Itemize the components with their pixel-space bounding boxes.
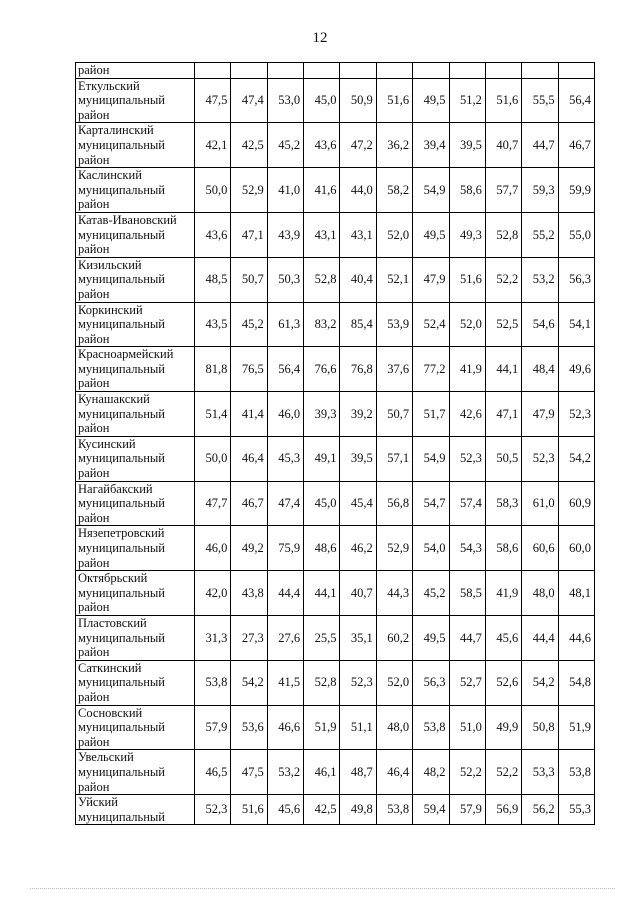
value-cell: 52,8 bbox=[304, 257, 340, 302]
value-cell: 49,1 bbox=[304, 436, 340, 481]
value-cell: 53,8 bbox=[376, 795, 412, 825]
district-name-line: район bbox=[78, 286, 110, 301]
value-cell: 56,3 bbox=[413, 660, 449, 705]
value-cell: 54,2 bbox=[558, 436, 594, 481]
value-cell: 60,0 bbox=[558, 526, 594, 571]
table-row bbox=[76, 660, 595, 705]
value-cell: 60,6 bbox=[522, 526, 558, 571]
value-cell: 52,1 bbox=[376, 257, 412, 302]
district-name-line: муниципальный bbox=[78, 227, 165, 242]
value-cell: 49,5 bbox=[413, 78, 449, 123]
district-name-cell bbox=[76, 571, 195, 616]
value-cell: 35,1 bbox=[340, 615, 376, 660]
value-cell: 58,6 bbox=[485, 526, 521, 571]
value-cell: 49,5 bbox=[413, 212, 449, 257]
value-cell: 41,4 bbox=[231, 392, 267, 437]
value-cell: 43,1 bbox=[304, 212, 340, 257]
value-cell: 52,8 bbox=[304, 660, 340, 705]
district-name-line: район bbox=[78, 107, 110, 122]
district-name-line: Пластовский bbox=[78, 615, 147, 630]
value-cell: 53,2 bbox=[522, 257, 558, 302]
value-cell: 43,6 bbox=[195, 212, 231, 257]
table-row bbox=[76, 257, 595, 302]
district-name-line: Нагайбакский bbox=[78, 481, 153, 496]
value-cell: 44,1 bbox=[304, 571, 340, 616]
value-cell: 47,4 bbox=[267, 481, 303, 526]
value-cell: 39,3 bbox=[304, 392, 340, 437]
value-cell: 81,8 bbox=[195, 347, 231, 392]
district-name-cell bbox=[76, 660, 195, 705]
district-name-cell bbox=[76, 347, 195, 392]
value-cell: 46,2 bbox=[340, 526, 376, 571]
value-cell: 47,1 bbox=[231, 212, 267, 257]
value-cell: 42,1 bbox=[195, 123, 231, 168]
value-cell: 41,6 bbox=[304, 168, 340, 213]
value-cell: 50,3 bbox=[267, 257, 303, 302]
value-cell: 53,8 bbox=[413, 705, 449, 750]
value-cell: 51,6 bbox=[485, 78, 521, 123]
value-cell: 52,4 bbox=[413, 302, 449, 347]
district-name-line: район bbox=[78, 152, 110, 167]
value-cell: 46,5 bbox=[195, 750, 231, 795]
value-cell: 41,9 bbox=[449, 347, 485, 392]
value-cell: 48,2 bbox=[413, 750, 449, 795]
value-cell: 45,2 bbox=[231, 302, 267, 347]
district-name-line: район bbox=[78, 734, 110, 749]
table-row bbox=[76, 571, 595, 616]
value-cell: 42,6 bbox=[449, 392, 485, 437]
district-name-line: муниципальный bbox=[78, 630, 165, 645]
district-name-line: Красноармейский bbox=[78, 347, 174, 362]
value-cell: 52,5 bbox=[485, 302, 521, 347]
value-cell: 45,0 bbox=[304, 481, 340, 526]
district-name-line: район bbox=[78, 645, 110, 660]
district-name-cell bbox=[76, 436, 195, 481]
value-cell: 56,3 bbox=[558, 257, 594, 302]
value-cell: 43,6 bbox=[304, 123, 340, 168]
value-cell: 43,8 bbox=[231, 571, 267, 616]
value-cell: 39,2 bbox=[340, 392, 376, 437]
value-cell: 57,9 bbox=[449, 795, 485, 825]
district-name-cell bbox=[76, 705, 195, 750]
district-name-line: Нязепетровский bbox=[78, 526, 165, 541]
value-cell: 60,2 bbox=[376, 615, 412, 660]
table-body bbox=[76, 63, 595, 825]
value-cell: 83,2 bbox=[304, 302, 340, 347]
district-name-cell bbox=[76, 78, 195, 123]
value-cell: 44,4 bbox=[267, 571, 303, 616]
footer-divider bbox=[30, 888, 615, 889]
value-cell: 50,8 bbox=[522, 705, 558, 750]
table-row bbox=[76, 481, 595, 526]
value-cell: 54,1 bbox=[558, 302, 594, 347]
value-cell: 46,4 bbox=[231, 436, 267, 481]
value-cell: 52,6 bbox=[485, 660, 521, 705]
value-cell: 55,3 bbox=[558, 795, 594, 825]
value-cell: 60,9 bbox=[558, 481, 594, 526]
table-row bbox=[76, 750, 595, 795]
value-cell: 48,0 bbox=[522, 571, 558, 616]
district-name-line: Саткинский bbox=[78, 660, 142, 675]
district-name-cell bbox=[76, 750, 195, 795]
district-name-line: муниципальный bbox=[78, 137, 165, 152]
district-name-line: Коркинский bbox=[78, 302, 143, 317]
value-cell: 49,6 bbox=[558, 347, 594, 392]
value-cell: 57,4 bbox=[449, 481, 485, 526]
district-name-cell bbox=[76, 795, 195, 825]
district-name-line: муниципальный bbox=[78, 272, 165, 287]
value-cell: 41,9 bbox=[485, 571, 521, 616]
value-cell: 44,7 bbox=[449, 615, 485, 660]
value-cell: 45,6 bbox=[485, 615, 521, 660]
district-name-line: район bbox=[78, 376, 110, 391]
empty-cell bbox=[340, 63, 376, 79]
value-cell: 57,9 bbox=[195, 705, 231, 750]
value-cell: 36,2 bbox=[376, 123, 412, 168]
district-name-cell bbox=[76, 481, 195, 526]
value-cell: 52,3 bbox=[195, 795, 231, 825]
district-name-cell bbox=[76, 615, 195, 660]
value-cell: 56,2 bbox=[522, 795, 558, 825]
value-cell: 47,2 bbox=[340, 123, 376, 168]
value-cell: 49,5 bbox=[413, 615, 449, 660]
empty-cell bbox=[231, 63, 267, 79]
table-row bbox=[76, 123, 595, 168]
value-cell: 51,7 bbox=[413, 392, 449, 437]
value-cell: 51,2 bbox=[449, 78, 485, 123]
empty-cell bbox=[558, 63, 594, 79]
district-name-line: район bbox=[78, 466, 110, 481]
value-cell: 43,9 bbox=[267, 212, 303, 257]
value-cell: 47,9 bbox=[413, 257, 449, 302]
value-cell: 76,6 bbox=[304, 347, 340, 392]
value-cell: 54,2 bbox=[522, 660, 558, 705]
value-cell: 50,0 bbox=[195, 436, 231, 481]
value-cell: 51,6 bbox=[231, 795, 267, 825]
district-name-line: муниципальный bbox=[78, 496, 165, 511]
value-cell: 49,8 bbox=[340, 795, 376, 825]
value-cell: 45,3 bbox=[267, 436, 303, 481]
district-name-line: муниципальный bbox=[78, 675, 165, 690]
district-name-line: Карталинский bbox=[78, 123, 154, 138]
value-cell: 52,3 bbox=[522, 436, 558, 481]
value-cell: 53,2 bbox=[267, 750, 303, 795]
value-cell: 44,7 bbox=[522, 123, 558, 168]
value-cell: 46,0 bbox=[195, 526, 231, 571]
value-cell: 58,6 bbox=[449, 168, 485, 213]
value-cell: 51,9 bbox=[304, 705, 340, 750]
value-cell: 53,3 bbox=[522, 750, 558, 795]
value-cell: 46,7 bbox=[558, 123, 594, 168]
value-cell: 55,5 bbox=[522, 78, 558, 123]
page-number: 12 bbox=[312, 30, 328, 46]
value-cell: 52,9 bbox=[376, 526, 412, 571]
empty-cell bbox=[304, 63, 340, 79]
value-cell: 54,2 bbox=[231, 660, 267, 705]
value-cell: 39,4 bbox=[413, 123, 449, 168]
value-cell: 52,0 bbox=[376, 212, 412, 257]
value-cell: 56,8 bbox=[376, 481, 412, 526]
value-cell: 54,3 bbox=[449, 526, 485, 571]
value-cell: 51,4 bbox=[195, 392, 231, 437]
district-name-line: Октябрьский bbox=[78, 571, 148, 586]
value-cell: 52,0 bbox=[449, 302, 485, 347]
value-cell: 42,0 bbox=[195, 571, 231, 616]
value-cell: 47,4 bbox=[231, 78, 267, 123]
empty-cell bbox=[376, 63, 412, 79]
value-cell: 48,5 bbox=[195, 257, 231, 302]
value-cell: 52,0 bbox=[376, 660, 412, 705]
value-cell: 56,9 bbox=[485, 795, 521, 825]
value-cell: 52,7 bbox=[449, 660, 485, 705]
value-cell: 51,9 bbox=[558, 705, 594, 750]
value-cell: 47,7 bbox=[195, 481, 231, 526]
value-cell: 53,8 bbox=[558, 750, 594, 795]
district-name-cell bbox=[76, 123, 195, 168]
value-cell: 52,3 bbox=[449, 436, 485, 481]
value-cell: 44,3 bbox=[376, 571, 412, 616]
value-cell: 48,4 bbox=[522, 347, 558, 392]
value-cell: 53,0 bbox=[267, 78, 303, 123]
value-cell: 41,5 bbox=[267, 660, 303, 705]
empty-cell bbox=[413, 63, 449, 79]
value-cell: 44,4 bbox=[522, 615, 558, 660]
empty-cell bbox=[449, 63, 485, 79]
empty-cell bbox=[267, 63, 303, 79]
value-cell: 46,6 bbox=[267, 705, 303, 750]
district-name-line: муниципальный bbox=[78, 720, 165, 735]
value-cell: 44,6 bbox=[558, 615, 594, 660]
value-cell: 39,5 bbox=[449, 123, 485, 168]
value-cell: 53,8 bbox=[195, 660, 231, 705]
value-cell: 77,2 bbox=[413, 347, 449, 392]
value-cell: 50,5 bbox=[485, 436, 521, 481]
value-cell: 58,3 bbox=[485, 481, 521, 526]
value-cell: 50,7 bbox=[376, 392, 412, 437]
value-cell: 59,4 bbox=[413, 795, 449, 825]
value-cell: 39,5 bbox=[340, 436, 376, 481]
value-cell: 61,3 bbox=[267, 302, 303, 347]
table-row bbox=[76, 78, 595, 123]
value-cell: 59,9 bbox=[558, 168, 594, 213]
value-cell: 51,1 bbox=[340, 705, 376, 750]
value-cell: 46,1 bbox=[304, 750, 340, 795]
value-cell: 52,3 bbox=[340, 660, 376, 705]
value-cell: 40,4 bbox=[340, 257, 376, 302]
value-cell: 53,6 bbox=[231, 705, 267, 750]
district-name-line: муниципальный bbox=[78, 182, 165, 197]
value-cell: 52,2 bbox=[449, 750, 485, 795]
value-cell: 27,3 bbox=[231, 615, 267, 660]
district-name-line: Кусинский bbox=[78, 436, 136, 451]
value-cell: 48,1 bbox=[558, 571, 594, 616]
district-name-line: муниципальный bbox=[78, 764, 165, 779]
value-cell: 49,2 bbox=[231, 526, 267, 571]
table-row bbox=[76, 392, 595, 437]
district-name-line: Сосновский bbox=[78, 705, 143, 720]
value-cell: 76,8 bbox=[340, 347, 376, 392]
value-cell: 58,5 bbox=[449, 571, 485, 616]
empty-cell bbox=[485, 63, 521, 79]
value-cell: 50,7 bbox=[231, 257, 267, 302]
value-cell: 46,0 bbox=[267, 392, 303, 437]
district-name-line: район bbox=[78, 421, 110, 436]
value-cell: 45,6 bbox=[267, 795, 303, 825]
value-cell: 54,9 bbox=[413, 436, 449, 481]
value-cell: 46,4 bbox=[376, 750, 412, 795]
value-cell: 50,0 bbox=[195, 168, 231, 213]
district-name-line: Увельский bbox=[78, 750, 134, 765]
district-name-line: муниципальный bbox=[78, 585, 165, 600]
district-name-line: Еткульский bbox=[78, 78, 140, 93]
table-row bbox=[76, 436, 595, 481]
table-row bbox=[76, 347, 595, 392]
value-cell: 52,9 bbox=[231, 168, 267, 213]
value-cell: 49,3 bbox=[449, 212, 485, 257]
value-cell: 56,4 bbox=[558, 78, 594, 123]
value-cell: 53,9 bbox=[376, 302, 412, 347]
value-cell: 55,2 bbox=[522, 212, 558, 257]
value-cell: 51,6 bbox=[376, 78, 412, 123]
value-cell: 52,2 bbox=[485, 750, 521, 795]
table-row bbox=[76, 615, 595, 660]
district-name-line: муниципальный bbox=[78, 317, 165, 332]
value-cell: 50,9 bbox=[340, 78, 376, 123]
value-cell: 58,2 bbox=[376, 168, 412, 213]
value-cell: 76,5 bbox=[231, 347, 267, 392]
districts-table bbox=[75, 62, 595, 825]
district-name-line: Кунашакский bbox=[78, 392, 150, 407]
value-cell: 51,0 bbox=[449, 705, 485, 750]
district-name-line: муниципальный bbox=[78, 406, 165, 421]
table-row-continued bbox=[76, 63, 595, 79]
value-cell: 55,0 bbox=[558, 212, 594, 257]
value-cell: 49,9 bbox=[485, 705, 521, 750]
value-cell: 54,0 bbox=[413, 526, 449, 571]
district-name-line: муниципальный bbox=[78, 93, 165, 108]
value-cell: 46,7 bbox=[231, 481, 267, 526]
district-name-cell bbox=[76, 526, 195, 571]
value-cell: 45,0 bbox=[304, 78, 340, 123]
value-cell: 57,7 bbox=[485, 168, 521, 213]
value-cell: 47,5 bbox=[231, 750, 267, 795]
table-row bbox=[76, 168, 595, 213]
table-row bbox=[76, 795, 595, 825]
value-cell: 52,3 bbox=[558, 392, 594, 437]
district-name-line: Уйский bbox=[78, 795, 118, 810]
value-cell: 48,6 bbox=[304, 526, 340, 571]
value-cell: 47,9 bbox=[522, 392, 558, 437]
value-cell: 27,6 bbox=[267, 615, 303, 660]
empty-cell bbox=[195, 63, 231, 79]
district-name-cell: район bbox=[76, 63, 195, 79]
value-cell: 40,7 bbox=[340, 571, 376, 616]
value-cell: 45,2 bbox=[413, 571, 449, 616]
value-cell: 48,7 bbox=[340, 750, 376, 795]
district-name-cell bbox=[76, 212, 195, 257]
value-cell: 47,1 bbox=[485, 392, 521, 437]
value-cell: 54,6 bbox=[522, 302, 558, 347]
empty-cell bbox=[522, 63, 558, 79]
district-name-line: район bbox=[78, 510, 110, 525]
district-name-line: район bbox=[78, 779, 110, 794]
district-name-line: район bbox=[78, 331, 110, 346]
value-cell: 59,3 bbox=[522, 168, 558, 213]
district-name-cell bbox=[76, 168, 195, 213]
value-cell: 42,5 bbox=[304, 795, 340, 825]
value-cell: 52,2 bbox=[485, 257, 521, 302]
value-cell: 43,1 bbox=[340, 212, 376, 257]
table-row bbox=[76, 705, 595, 750]
value-cell: 47,5 bbox=[195, 78, 231, 123]
value-cell: 45,2 bbox=[267, 123, 303, 168]
table-row bbox=[76, 212, 595, 257]
table-row bbox=[76, 526, 595, 571]
district-name-line: район bbox=[78, 197, 110, 212]
value-cell: 54,9 bbox=[413, 168, 449, 213]
value-cell: 37,6 bbox=[376, 347, 412, 392]
district-name-line: район bbox=[78, 242, 110, 257]
district-name-line: район bbox=[78, 689, 110, 704]
district-name-cell bbox=[76, 302, 195, 347]
district-name-line: муниципальный bbox=[78, 451, 165, 466]
value-cell: 25,5 bbox=[304, 615, 340, 660]
value-cell: 45,4 bbox=[340, 481, 376, 526]
district-name-line: Каслинский bbox=[78, 168, 142, 183]
district-name-cell bbox=[76, 257, 195, 302]
value-cell: 42,5 bbox=[231, 123, 267, 168]
value-cell: 61,0 bbox=[522, 481, 558, 526]
district-name-line: Катав-Ивановский bbox=[78, 212, 177, 227]
value-cell: 52,8 bbox=[485, 212, 521, 257]
value-cell: 85,4 bbox=[340, 302, 376, 347]
table-row bbox=[76, 302, 595, 347]
value-cell: 54,8 bbox=[558, 660, 594, 705]
district-name-line: муниципальный bbox=[78, 361, 165, 376]
value-cell: 44,0 bbox=[340, 168, 376, 213]
value-cell: 44,1 bbox=[485, 347, 521, 392]
value-cell: 54,7 bbox=[413, 481, 449, 526]
value-cell: 40,7 bbox=[485, 123, 521, 168]
value-cell: 41,0 bbox=[267, 168, 303, 213]
value-cell: 43,5 bbox=[195, 302, 231, 347]
district-name-line: район bbox=[78, 555, 110, 570]
district-name-line: муниципальный bbox=[78, 541, 165, 555]
value-cell: 57,1 bbox=[376, 436, 412, 481]
district-name-line: муниципальный bbox=[78, 809, 165, 824]
district-name-line: Кизильский bbox=[78, 257, 142, 272]
value-cell: 56,4 bbox=[267, 347, 303, 392]
value-cell: 51,6 bbox=[449, 257, 485, 302]
value-cell: 31,3 bbox=[195, 615, 231, 660]
district-name-line: район bbox=[78, 600, 110, 615]
district-name-cell bbox=[76, 392, 195, 437]
value-cell: 75,9 bbox=[267, 526, 303, 571]
value-cell: 48,0 bbox=[376, 705, 412, 750]
